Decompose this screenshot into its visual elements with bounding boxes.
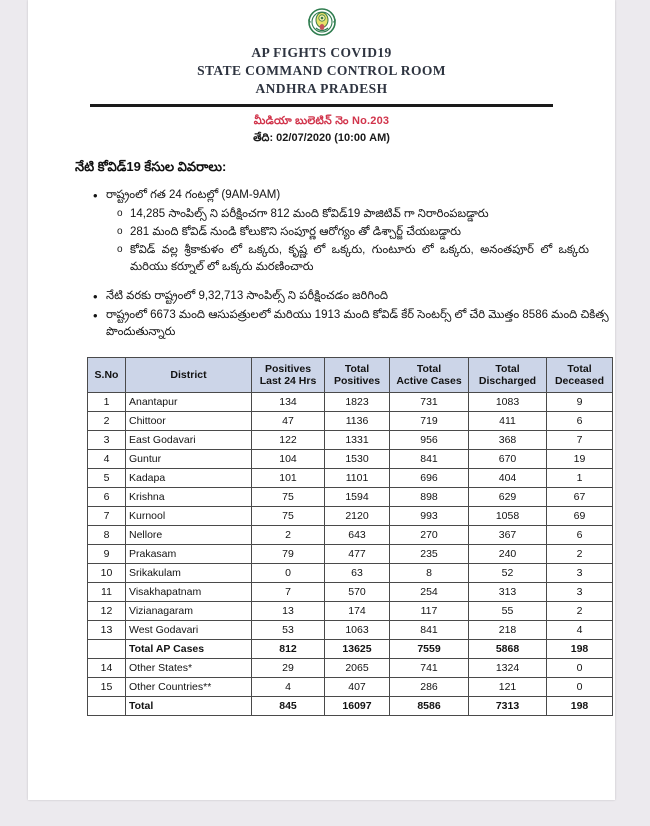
cell-sno xyxy=(88,640,126,659)
cell-total-discharged: 404 xyxy=(469,469,547,488)
cell-total-deceased: 9 xyxy=(547,393,613,412)
cell-total-positives: 1136 xyxy=(325,412,390,431)
cell-total-active-cases: 841 xyxy=(390,621,469,640)
cell-positives-last-24-hrs: 812 xyxy=(252,640,325,659)
cell-district: Nellore xyxy=(126,526,252,545)
cell-sno: 14 xyxy=(88,659,126,678)
header-line-1: District xyxy=(170,369,207,382)
cell-district: Kadapa xyxy=(126,469,252,488)
sub-bullet-text: 14,285 సాంపిల్స్ ని పరీక్షించగా 812 మంది కోవిడ్19 పాజిటివ్ గా నిరారింపబడ్డారు xyxy=(130,207,489,220)
cell-total-positives: 174 xyxy=(325,602,390,621)
cell-total-discharged: 1083 xyxy=(469,393,547,412)
cell-sno: 3 xyxy=(88,431,126,450)
cell-sno: 6 xyxy=(88,488,126,507)
cell-positives-last-24-hrs: 122 xyxy=(252,431,325,450)
cell-positives-last-24-hrs: 2 xyxy=(252,526,325,545)
list-item xyxy=(130,206,615,223)
cell-total-positives: 477 xyxy=(325,545,390,564)
cell-district: Other Countries** xyxy=(126,678,252,697)
header-line-1: Total xyxy=(567,362,592,375)
header-divider xyxy=(90,104,553,107)
cell-sno: 13 xyxy=(88,621,126,640)
cell-sno: 11 xyxy=(88,583,126,602)
table-row xyxy=(88,412,613,431)
bulletin-page xyxy=(28,0,615,800)
cell-total-deceased: 2 xyxy=(547,545,613,564)
cell-total-active-cases: 731 xyxy=(390,393,469,412)
cell-total-active-cases: 993 xyxy=(390,507,469,526)
cell-total-active-cases: 8586 xyxy=(390,697,469,716)
cell-total-active-cases: 235 xyxy=(390,545,469,564)
cell-positives-last-24-hrs: 29 xyxy=(252,659,325,678)
cell-total-deceased: 69 xyxy=(547,507,613,526)
column-header-total-deceased xyxy=(547,358,613,393)
cell-total-active-cases: 286 xyxy=(390,678,469,697)
cell-positives-last-24-hrs: 13 xyxy=(252,602,325,621)
cell-district: Total xyxy=(126,697,252,716)
cell-total-positives: 407 xyxy=(325,678,390,697)
column-header-total-discharged xyxy=(469,358,547,393)
table-row xyxy=(88,564,613,583)
cell-positives-last-24-hrs: 7 xyxy=(252,583,325,602)
cell-total-positives: 16097 xyxy=(325,697,390,716)
table-row xyxy=(88,621,613,640)
cell-sno: 5 xyxy=(88,469,126,488)
district-table-container xyxy=(87,357,605,716)
cell-total-deceased: 198 xyxy=(547,697,613,716)
cell-positives-last-24-hrs: 75 xyxy=(252,507,325,526)
list-item xyxy=(130,242,615,277)
header-line-1: Total xyxy=(495,362,520,375)
cell-district: Total AP Cases xyxy=(126,640,252,659)
cell-positives-last-24-hrs: 0 xyxy=(252,564,325,583)
header-line-2: Discharged xyxy=(478,375,537,388)
bullet-text: నేటి వరకు రాష్ట్రంలో 9,32,713 సాంపిల్స్ ని పరీక్షించడం జరిగింది xyxy=(106,289,389,302)
cell-total-deceased: 1 xyxy=(547,469,613,488)
cell-district: East Godavari xyxy=(126,431,252,450)
header-line-2: Active Cases xyxy=(396,375,462,388)
table-header-row xyxy=(88,358,613,393)
cell-district: Chittoor xyxy=(126,412,252,431)
list-item xyxy=(106,307,615,342)
table-row xyxy=(88,526,613,545)
list-item xyxy=(130,224,615,241)
cell-total-deceased: 2 xyxy=(547,602,613,621)
cell-total-positives: 2120 xyxy=(325,507,390,526)
cell-total-discharged: 629 xyxy=(469,488,547,507)
cell-total-deceased: 19 xyxy=(547,450,613,469)
table-row xyxy=(88,602,613,621)
table-row xyxy=(88,640,613,659)
table-row xyxy=(88,488,613,507)
bullet-text: రాష్ట్రంలో గత 24 గంటల్లో (9AM-9AM) xyxy=(106,189,281,202)
list-spacer xyxy=(106,279,615,288)
table-row xyxy=(88,450,613,469)
cell-total-positives: 2065 xyxy=(325,659,390,678)
cell-sno: 15 xyxy=(88,678,126,697)
header-line-2: Deceased xyxy=(554,375,605,388)
cell-total-active-cases: 898 xyxy=(390,488,469,507)
cell-total-positives: 1594 xyxy=(325,488,390,507)
list-item xyxy=(106,288,615,305)
cell-district: Visakhapatnam xyxy=(126,583,252,602)
cell-positives-last-24-hrs: 101 xyxy=(252,469,325,488)
cell-sno: 4 xyxy=(88,450,126,469)
table-row xyxy=(88,659,613,678)
cell-total-deceased: 3 xyxy=(547,564,613,583)
bulletin-number: మీడియా బులెటిన్ నెం No.203 xyxy=(253,115,390,128)
cell-total-active-cases: 8 xyxy=(390,564,469,583)
header-line-1: Total xyxy=(416,362,442,375)
header-line-2: Positives xyxy=(333,375,381,388)
cell-total-active-cases: 7559 xyxy=(390,640,469,659)
cell-total-active-cases: 117 xyxy=(390,602,469,621)
cell-total-discharged: 121 xyxy=(469,678,547,697)
document-header xyxy=(28,0,615,147)
column-header-total-positives xyxy=(325,358,390,393)
cell-total-deceased: 198 xyxy=(547,640,613,659)
cell-total-discharged: 313 xyxy=(469,583,547,602)
sub-bullet-text: కోవిడ్ వల్ల శ్రీకాకుళం లో ఒక్కరు, కృష్ణ లో ఒక్కరు, గుంటూరు లో ఒక్కరు, అనంతపూర్ లో ఒక్కరు మరియు కర్నూల్ లో ఒక్కరు మరణించారు xyxy=(130,244,589,274)
cell-total-discharged: 1324 xyxy=(469,659,547,678)
bullet-text: రాష్ట్రంలో 6673 మంది ఆసుపత్రులలో మరియు 1913 మంది కోవిడ్ కేర్ సెంటర్స్ లో చేరి మొత్తం 8586 మంది చికిత్స పొందుతున్నారు xyxy=(106,308,609,339)
cell-total-discharged: 5868 xyxy=(469,640,547,659)
cell-total-discharged: 670 xyxy=(469,450,547,469)
cell-total-deceased: 6 xyxy=(547,412,613,431)
district-cases-table xyxy=(87,357,613,716)
header-line-2: Last 24 Hrs xyxy=(259,375,317,388)
cell-positives-last-24-hrs: 104 xyxy=(252,450,325,469)
cell-total-positives: 1331 xyxy=(325,431,390,450)
cell-total-positives: 1101 xyxy=(325,469,390,488)
cell-district: Vizianagaram xyxy=(126,602,252,621)
cell-total-deceased: 4 xyxy=(547,621,613,640)
cell-total-deceased: 7 xyxy=(547,431,613,450)
table-row xyxy=(88,507,613,526)
cell-sno: 12 xyxy=(88,602,126,621)
government-emblem-icon xyxy=(305,6,339,40)
cell-total-active-cases: 956 xyxy=(390,431,469,450)
cell-district: Krishna xyxy=(126,488,252,507)
cell-sno: 8 xyxy=(88,526,126,545)
cell-total-positives: 643 xyxy=(325,526,390,545)
cell-total-deceased: 67 xyxy=(547,488,613,507)
header-line-1: S.No xyxy=(94,369,119,382)
cell-positives-last-24-hrs: 134 xyxy=(252,393,325,412)
table-row xyxy=(88,431,613,450)
cell-positives-last-24-hrs: 53 xyxy=(252,621,325,640)
cell-total-deceased: 0 xyxy=(547,659,613,678)
cell-positives-last-24-hrs: 845 xyxy=(252,697,325,716)
cell-total-discharged: 55 xyxy=(469,602,547,621)
header-line-1: Total xyxy=(344,362,370,375)
cell-district: Other States* xyxy=(126,659,252,678)
cell-positives-last-24-hrs: 75 xyxy=(252,488,325,507)
cell-sno xyxy=(88,697,126,716)
table-row xyxy=(88,583,613,602)
list-item xyxy=(106,187,615,276)
column-header-district xyxy=(126,358,252,393)
cell-total-positives: 1063 xyxy=(325,621,390,640)
date-value: : 02/07/2020 (10:00 AM) xyxy=(269,132,390,145)
cell-district: Prakasam xyxy=(126,545,252,564)
cell-total-active-cases: 696 xyxy=(390,469,469,488)
summary-sub-list xyxy=(106,206,615,277)
header-line-1: Positives xyxy=(264,362,312,375)
cell-sno: 9 xyxy=(88,545,126,564)
cell-total-positives: 570 xyxy=(325,583,390,602)
cell-total-discharged: 1058 xyxy=(469,507,547,526)
bulletin-date xyxy=(28,132,615,147)
page-title-line-1: AP FIGHTS COVID19 xyxy=(251,45,392,60)
page-title-line-2: STATE COMMAND CONTROL ROOM xyxy=(197,62,446,78)
cell-total-active-cases: 719 xyxy=(390,412,469,431)
table-row xyxy=(88,469,613,488)
cell-total-discharged: 368 xyxy=(469,431,547,450)
table-row xyxy=(88,697,613,716)
sub-bullet-text: 281 మంది కోవిడ్ నుండి కోలుకొని సంపూర్ణ ఆరోగ్యం తో డిశ్చార్జ్ చేయబడ్డారు xyxy=(130,225,461,238)
cell-total-discharged: 411 xyxy=(469,412,547,431)
column-header-total-active-cases xyxy=(390,358,469,393)
cell-district: Anantapur xyxy=(126,393,252,412)
cell-district: Srikakulam xyxy=(126,564,252,583)
cell-positives-last-24-hrs: 4 xyxy=(252,678,325,697)
cell-total-active-cases: 270 xyxy=(390,526,469,545)
cell-total-active-cases: 841 xyxy=(390,450,469,469)
cell-total-discharged: 7313 xyxy=(469,697,547,716)
cell-sno: 10 xyxy=(88,564,126,583)
table-row xyxy=(88,678,613,697)
column-header-sno xyxy=(88,358,126,393)
cell-district: Guntur xyxy=(126,450,252,469)
cell-district: Kurnool xyxy=(126,507,252,526)
table-row xyxy=(88,545,613,564)
cell-total-discharged: 240 xyxy=(469,545,547,564)
cell-total-deceased: 0 xyxy=(547,678,613,697)
cell-total-discharged: 218 xyxy=(469,621,547,640)
cell-total-positives: 1530 xyxy=(325,450,390,469)
cell-total-deceased: 6 xyxy=(547,526,613,545)
table-body xyxy=(88,393,613,716)
column-header-positives-last-24-hrs xyxy=(252,358,325,393)
cell-sno: 1 xyxy=(88,393,126,412)
cell-district: West Godavari xyxy=(126,621,252,640)
cell-total-discharged: 52 xyxy=(469,564,547,583)
cell-total-active-cases: 741 xyxy=(390,659,469,678)
table-row xyxy=(88,393,613,412)
cell-total-deceased: 3 xyxy=(547,583,613,602)
cell-total-positives: 13625 xyxy=(325,640,390,659)
cell-total-positives: 63 xyxy=(325,564,390,583)
section-heading: నేటి కోవిడ్19 కేసుల వివరాలు: xyxy=(75,159,227,175)
page-title-line-3: ANDHRA PRADESH xyxy=(255,80,388,96)
summary-bullet-list xyxy=(28,187,615,341)
date-label: తేది xyxy=(253,132,270,145)
cell-sno: 7 xyxy=(88,507,126,526)
cell-positives-last-24-hrs: 47 xyxy=(252,412,325,431)
cell-total-positives: 1823 xyxy=(325,393,390,412)
cell-sno: 2 xyxy=(88,412,126,431)
cell-total-discharged: 367 xyxy=(469,526,547,545)
cell-positives-last-24-hrs: 79 xyxy=(252,545,325,564)
cell-total-active-cases: 254 xyxy=(390,583,469,602)
